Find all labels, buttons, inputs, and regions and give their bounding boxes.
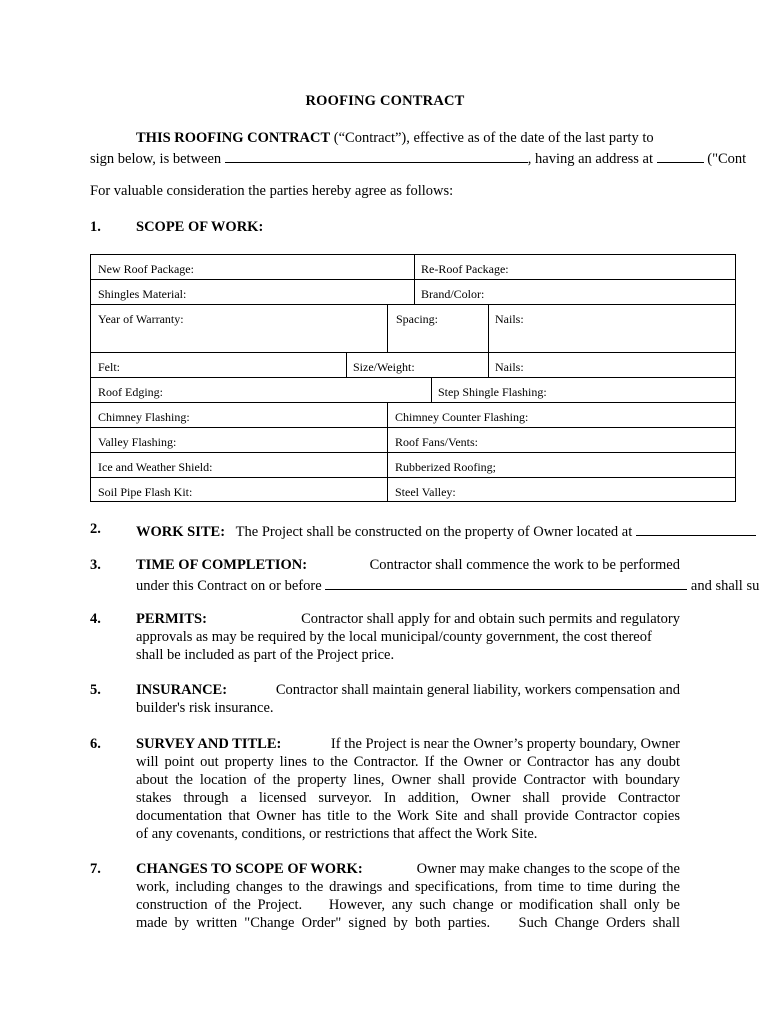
work-site-address-blank[interactable] xyxy=(636,521,756,536)
section-3-line-2 xyxy=(136,575,759,595)
chimney-counter-flashing-field[interactable]: Chimney Counter Flashing: xyxy=(395,410,529,424)
section-7-line-2: work, including changes to the drawings and specifications, from time to time during the xyxy=(136,879,680,895)
shingles-material-field[interactable]: Shingles Material: xyxy=(98,287,187,301)
intro-bold-lead: THIS ROOFING CONTRACT xyxy=(136,130,331,146)
felt-field[interactable]: Felt: xyxy=(98,360,121,374)
section-4-line-1 xyxy=(136,611,680,628)
section-3-line2-end: and shall su xyxy=(690,578,760,594)
intro-line-1 xyxy=(136,130,654,147)
section-1-heading: SCOPE OF WORK: xyxy=(136,219,264,235)
section-7-line-3: construction of the Project. However, any such change or modification shall only be xyxy=(136,897,680,913)
rubberized-roofing-field[interactable]: Rubberized Roofing; xyxy=(395,460,496,474)
chimney-flashing-field[interactable]: Chimney Flashing: xyxy=(98,410,190,424)
section-7-number: 7. xyxy=(90,861,101,877)
brand-color-field[interactable]: Brand/Color: xyxy=(421,287,485,301)
section-4-line-3: shall be included as part of the Project price. xyxy=(136,647,395,663)
nails-field-1[interactable]: Nails: xyxy=(495,312,524,326)
section-7-line-4: made by written "Change Order" signed by both parties. Such Change Orders shall xyxy=(136,915,680,931)
section-6-line-2: will point out property lines to the Contractor. If the Owner or Contractor has any doubt xyxy=(136,754,680,770)
section-7-heading: CHANGES TO SCOPE OF WORK: xyxy=(136,861,363,877)
section-3-line1-text: Contractor shall commence the work to be performed xyxy=(369,557,680,573)
section-6-line-1 xyxy=(136,736,680,753)
step-shingle-flashing-field[interactable]: Step Shingle Flashing: xyxy=(438,385,547,399)
section-6-line-5: documentation that Owner has title to the Work Site and shall provide Contractor copies xyxy=(136,808,680,824)
commence-date-blank[interactable] xyxy=(325,575,687,590)
section-4-heading: PERMITS: xyxy=(136,611,207,627)
roof-fans-vents-field[interactable]: Roof Fans/Vents: xyxy=(395,435,479,449)
ice-weather-shield-field[interactable]: Ice and Weather Shield: xyxy=(98,460,213,474)
section-2-number: 2. xyxy=(90,521,101,537)
section-1-number: 1. xyxy=(90,219,101,235)
address-blank[interactable] xyxy=(657,148,704,163)
soil-pipe-flash-kit-field[interactable]: Soil Pipe Flash Kit: xyxy=(98,485,193,499)
section-3-line2-start: under this Contract on or before xyxy=(136,578,322,594)
section-4-number: 4. xyxy=(90,611,101,627)
steel-valley-field[interactable]: Steel Valley: xyxy=(395,485,456,499)
section-7-line1-text: Owner may make changes to the scope of the xyxy=(416,861,680,877)
section-5-line-2: builder's risk insurance. xyxy=(136,700,274,716)
section-6-line-3: about the location of the property lines, Owner shall provide Contractor with boundary xyxy=(136,772,680,788)
section-6-heading: SURVEY AND TITLE: xyxy=(136,736,282,752)
section-3-heading: TIME OF COMPLETION: xyxy=(136,557,308,573)
section-3-number: 3. xyxy=(90,557,101,573)
nails-field-2[interactable]: Nails: xyxy=(495,360,524,374)
section-5-line1-text: Contractor shall maintain general liability, workers compensation and xyxy=(275,682,680,698)
section-2-text: The Project shall be constructed on the property of Owner located at xyxy=(235,524,633,540)
section-5-number: 5. xyxy=(90,682,101,698)
intro-line2-mid: , having an address at xyxy=(527,151,654,167)
document-title: ROOFING CONTRACT xyxy=(305,93,465,109)
intro-line1-text: (“Contract”), effective as of the date of the last party to xyxy=(330,130,654,146)
intro-line2-end: ("Cont xyxy=(707,151,747,167)
section-2-heading: WORK SITE: xyxy=(136,524,226,540)
section-5-heading: INSURANCE: xyxy=(136,682,228,698)
valley-flashing-field[interactable]: Valley Flashing: xyxy=(98,435,177,449)
section-3-line-1 xyxy=(136,557,680,574)
year-of-warranty-field[interactable]: Year of Warranty: xyxy=(98,312,184,326)
new-roof-package-field[interactable]: New Roof Package: xyxy=(98,262,194,276)
intro-line-2 xyxy=(90,148,746,168)
section-4-line1-text: Contractor shall apply for and obtain such permits and regulatory xyxy=(301,611,680,627)
intro-line2-start: sign below, is between xyxy=(90,151,222,167)
size-weight-field[interactable]: Size/Weight: xyxy=(353,360,415,374)
party-name-blank[interactable] xyxy=(225,148,528,163)
re-roof-package-field[interactable]: Re-Roof Package: xyxy=(421,262,509,276)
section-4-line-2: approvals as may be required by the local municipal/county government, the cost thereof xyxy=(136,629,652,645)
section-2-line xyxy=(136,521,756,541)
section-6-line1-text: If the Project is near the Owner’s property boundary, Owner xyxy=(330,736,680,752)
consideration-text: For valuable consideration the parties hereby agree as follows: xyxy=(90,183,454,199)
roof-edging-field[interactable]: Roof Edging: xyxy=(98,385,163,399)
section-6-number: 6. xyxy=(90,736,101,752)
scope-of-work-table xyxy=(90,254,736,502)
section-6-line-4: stakes through a licensed surveyor. In addition, Owner shall provide Contractor xyxy=(136,790,680,806)
section-5-line-1 xyxy=(136,682,680,699)
spacing-field[interactable]: Spacing: xyxy=(396,312,438,326)
section-6-line-6: of any covenants, conditions, or restrictions that affect the Work Site. xyxy=(136,826,538,842)
section-7-line-1 xyxy=(136,861,680,878)
